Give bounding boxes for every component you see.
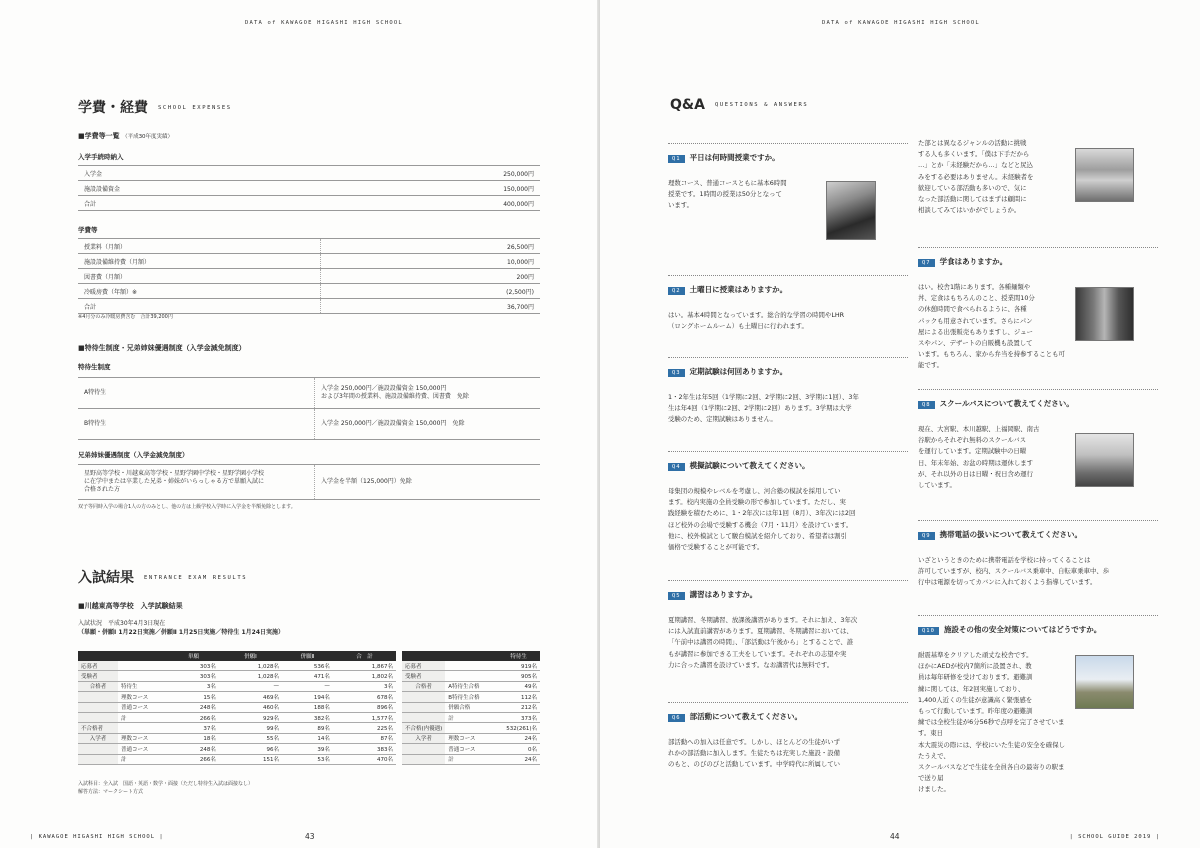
fees-note: ※4月分のみ冷暖房費含む 合計39,200円: [78, 314, 173, 320]
exam-cell: 49名: [497, 681, 540, 691]
exam-cell: [402, 692, 445, 702]
exam-cell: [445, 723, 497, 733]
exam-row: [402, 661, 540, 671]
exam-status: 入試状況 平成30年4月3日現在 （単願・併願Ⅰ 1月22日実施／併願Ⅱ 1月25日実施／特待生 1月24日実施）: [78, 620, 285, 636]
answer-text: 耐震基準をクリアした頑丈な校舎です。 ほかにAEDが校内7箇所に設置され、教 員は毎年研修を受けております。避難訓 練に関しては、年2回実施しており、 1,400人近くの生徒が意識高く緊張感を もって行動しています。昨年度の避難訓 練では全校生徒が6分56秒で点呼を完了させています。東日 本大震災の際には、学校にいた生徒の安全を確保したうえで、 スクールバスなどで生徒を全員各自の最寄りの駅まで送り届 けました。: [918, 651, 1065, 794]
question-number: Q9: [918, 532, 935, 540]
exam-cell: 929名: [219, 712, 282, 722]
answer-text: 夏期講習、冬期講習、放課後講習があります。それに加え、3年次 には入試直前講習があります。夏期講習、冬期講習においては、 「午前中は講習の時間」、「部活動は午後から」とすることで、誰 もが講習に参加できる工夫をしています。それぞれの志望や実 力に合った講習を設けています。なお講習代は無料です。: [668, 616, 858, 669]
exam-cell: 計: [445, 712, 497, 722]
exam-cell: 905名: [497, 671, 540, 681]
exam-cell: 188名: [282, 702, 333, 712]
fee-name: 合計: [78, 299, 321, 314]
fee-row: [78, 284, 540, 299]
exam-cell: 計: [118, 754, 168, 764]
fee-row: [78, 269, 540, 284]
answer-text: 理数コース、普通コースともに基本6時間 授業です。1時間の授業は50分となって います。: [668, 179, 787, 210]
page-number-left: 43: [305, 832, 315, 841]
footer-left: | KAWAGOE HIGASHI HIGH SCHOOL |: [30, 834, 164, 840]
exam-cell: [118, 661, 168, 671]
fee-name: 施設設備資金: [78, 181, 322, 196]
exam-row: [402, 723, 540, 733]
expenses-title: 学費・経費 SCHOOL EXPENSES: [78, 100, 232, 116]
exam-cell: 460名: [219, 702, 282, 712]
qa-title: Q&A QUESTIONS & ANSWERS: [670, 97, 809, 113]
benefit-row: [78, 378, 540, 409]
question: [668, 284, 787, 295]
exam-cell: 919名: [497, 661, 540, 671]
running-header-right: DATA of KAWAGOE HIGASHI HIGH SCHOOL: [822, 20, 980, 26]
exam-cell: 受験者: [78, 671, 118, 681]
fee-name: 合計: [78, 196, 322, 211]
exam-cell: [402, 744, 445, 754]
question-text: 部活動について教えてください。: [689, 712, 802, 721]
question: [668, 460, 809, 471]
exam-row: [78, 754, 396, 764]
qa-divider: [668, 357, 908, 358]
fee-name: 施設設備維持費（月額）: [78, 254, 321, 269]
exam-cell: B特待生合格: [445, 692, 497, 702]
exam-header-cell: 特待生: [497, 651, 540, 661]
exam-row: [78, 723, 396, 733]
fee-value: 200円: [321, 269, 541, 284]
exam-cell: 24名: [497, 733, 540, 743]
question-number: Q1: [668, 155, 685, 163]
exam-cell: 469名: [219, 692, 282, 702]
question-text: 平日は何時間授業ですか。: [689, 153, 780, 162]
fee-value: 250,000円: [322, 166, 540, 181]
exam-cell: —: [219, 681, 282, 691]
exam-header-cell: 併願Ⅰ: [219, 651, 282, 661]
exam-cell: 248名: [168, 744, 219, 754]
exam-cell: [402, 702, 445, 712]
exam-cell: 18名: [168, 733, 219, 743]
exam-cell: 受験者: [402, 671, 445, 681]
qa-divider: [918, 615, 1158, 616]
exam-cell: 1,028名: [219, 671, 282, 681]
footer-right: | SCHOOL GUIDE 2019 |: [1069, 834, 1160, 840]
question: [668, 366, 787, 377]
exam-cell: 53名: [282, 754, 333, 764]
tuition-fee-table: [78, 238, 540, 314]
exam-cell: 87名: [333, 733, 396, 743]
exam-row: [402, 681, 540, 691]
question: [668, 589, 757, 600]
fees-label: 学費等: [78, 226, 98, 234]
exam-cell: 89名: [282, 723, 333, 733]
exam-cell: [118, 723, 168, 733]
question-text: 定期試験は何回ありますか。: [689, 367, 788, 376]
exam-cell: 理数コース: [445, 733, 497, 743]
exam-cell: 39名: [282, 744, 333, 754]
fee-row: [78, 181, 540, 196]
question-number: Q10: [918, 627, 939, 635]
right-page: [600, 0, 1200, 848]
club-activity-photo: [1075, 148, 1134, 202]
exam-cell: 55名: [219, 733, 282, 743]
scholarship-table: [78, 377, 540, 440]
exam-cell: [402, 712, 445, 722]
exam-cell: A特待生合格: [445, 681, 497, 691]
exam-cell: 入学者: [78, 733, 118, 743]
exam-row: [402, 712, 540, 722]
question-number: Q6: [668, 714, 685, 722]
exam-header-row: [78, 651, 396, 661]
exam-row: [78, 712, 396, 722]
exam-cell: [78, 744, 118, 754]
answer-text: 1・2年生は年5回（1学期に2回、2学期に2回、3学期に1回）、3年 生は年4回（1学期に2回、2学期に2回）あります。3学期は大学 受験のため、定期試験はありません。: [668, 393, 859, 424]
exam-cell: 151名: [219, 754, 282, 764]
exam-cell: 3名: [168, 681, 219, 691]
exam-cell: 99名: [219, 723, 282, 733]
exam-cell: 303名: [168, 671, 219, 681]
exam-cell: 212名: [497, 702, 540, 712]
exam-header-cell: 単願: [168, 651, 219, 661]
exam-cell: 応募者: [402, 661, 445, 671]
answer-text: はい。基本4時間となっています。総合的な学習の時間やLHR （ロングホームルーム）も土曜日に行われます。: [668, 311, 845, 331]
exam-cell: 194名: [282, 692, 333, 702]
fee-value: 26,500円: [321, 239, 541, 254]
exam-results-table: [78, 651, 396, 765]
exam-cell: 計: [445, 754, 497, 764]
sibling-label: 兄弟姉妹優遇制度（入学金減免制度）: [78, 451, 189, 459]
page-number-right: 44: [890, 832, 900, 841]
question: [668, 711, 802, 722]
exam-cell: 理数コース: [118, 692, 168, 702]
school-bus-photo: [1075, 433, 1134, 487]
scholarship-label: 特待生制度: [78, 363, 111, 371]
exam-cell: 1,802名: [333, 671, 396, 681]
question-text: スクールバスについて教えてください。: [939, 399, 1074, 408]
exam-cell: 266名: [168, 712, 219, 722]
exam-cell: [78, 712, 118, 722]
fee-row: [78, 254, 540, 269]
answer-text: た部とは異なるジャンルの活動に挑戦 する人も多くいます。「僕は下手だから …」とか「未経験だから…」などと尻込 みをする必要はありません。未経験者を 歓迎している部活動も多いので、気に なった部活動に関してはまずは顧問に 相談してみてはいかがでしょうか。: [918, 139, 1034, 215]
fee-value: 400,000円: [322, 196, 540, 211]
exam-cell: 15名: [168, 692, 219, 702]
exam-row: [78, 671, 396, 681]
fee-row: [78, 166, 540, 181]
question-number: Q4: [668, 463, 685, 471]
exam-cell: 303名: [168, 661, 219, 671]
exam-header-cell: 合 計: [333, 651, 396, 661]
benefit-value: 入学金 250,000円／施設設備資金 150,000円 および3年間の授業料、施設設備維持費、図書費 免除: [315, 378, 541, 409]
exam-row: [78, 702, 396, 712]
exam-cell: 532(261)名: [497, 723, 540, 733]
exam-cell: 225名: [333, 723, 396, 733]
exam-header-row: [402, 651, 540, 661]
question-text: 携帯電話の扱いについて教えてください。: [939, 530, 1082, 539]
exam-row: [402, 754, 540, 764]
exam-header-cell: 併願Ⅱ: [282, 651, 333, 661]
qa-divider: [668, 275, 908, 276]
exam-cell: —: [282, 681, 333, 691]
benefit-row: [78, 409, 540, 440]
qa-divider: [918, 389, 1158, 390]
school-building-photo: [1075, 655, 1134, 709]
exam-cell: 応募者: [78, 661, 118, 671]
question-number: Q3: [668, 369, 685, 377]
exam-cell: [118, 671, 168, 681]
exam-cell: 普通コース: [118, 702, 168, 712]
question-text: 施設その他の安全対策についてはどうですか。: [943, 625, 1102, 634]
sibling-note: 双子等同時入学の場合1人の方のみとし、他の方は上級学校入学時に入学金を半額免除とします。: [78, 504, 296, 510]
exam-row: [78, 661, 396, 671]
exam-row: [78, 681, 396, 691]
exam-note-method: 解答方法：マークシート方式: [78, 789, 144, 795]
qa-divider: [668, 143, 908, 144]
answer-text: いざというときのために携帯電話を学校に持ってくることは 許可していますが、校内、スクールバス乗車中、自転車乗車中、歩 行中は電源を切ってカバンに入れておくよう指導しています。: [918, 556, 1110, 587]
question: [918, 398, 1074, 409]
sibling-table: [78, 464, 540, 500]
entrance-label: 入学手続時納入: [78, 153, 124, 161]
entrance-fee-table: [78, 165, 540, 211]
exam-row: [78, 692, 396, 702]
exam-cell: 382名: [282, 712, 333, 722]
benefit-name: A特待生: [78, 378, 315, 409]
exam-cell: 合格者: [402, 681, 445, 691]
question-number: Q7: [918, 259, 935, 267]
exam-title: 入試結果 ENTRANCE EXAM RESULTS: [78, 570, 248, 586]
exam-cell: 不合格者: [78, 723, 118, 733]
benefit-name: B特待生: [78, 409, 315, 440]
exam-cell: 1,028名: [219, 661, 282, 671]
question-text: 模擬試験について教えてください。: [689, 461, 810, 470]
exam-cell: 678名: [333, 692, 396, 702]
exam-cell: 0名: [497, 744, 540, 754]
question-number: Q8: [918, 401, 935, 409]
question-text: 土曜日に授業はありますか。: [689, 285, 788, 294]
question-text: 講習はありますか。: [689, 590, 758, 599]
exam-row: [402, 702, 540, 712]
scholar-results-table: [402, 651, 540, 765]
exam-cell: 896名: [333, 702, 396, 712]
exam-row: [402, 744, 540, 754]
exam-header-cell: [118, 651, 168, 661]
exam-cell: [445, 661, 497, 671]
exam-note-subjects: 入試科目：全入試 国語・英語・数学・面接（ただし特待生入試は面接なし）: [78, 781, 254, 787]
exam-row: [402, 671, 540, 681]
benefit-name: 星野高等学校・川越東高等学校・星野学園中学校・星野学園小学校 に在学中または卒業した兄弟・姉妹がいらっしゃる方で単願入試に 合格された方: [78, 465, 315, 500]
fee-value: (2,500円): [321, 284, 541, 299]
exam-cell: 112名: [497, 692, 540, 702]
exam-cell: 計: [118, 712, 168, 722]
exam-cell: 470名: [333, 754, 396, 764]
scholarship-heading: ■特待生制度・兄弟姉妹優遇制度（入学金減免制度）: [78, 344, 246, 352]
qa-divider: [668, 580, 908, 581]
answer-text: はい。校舎1階にあります。各種麺類や 丼、定食はもちろんのこと、授業間10分 の休憩時間で食べられるように、各種 パックも用意されています。さらにパン 屋による出張販売もありますし、ジュー スやパン、デザートの自販機も設置して います。もちろん、家から弁当を持参することも可能です。: [918, 283, 1065, 370]
fee-row: [78, 239, 540, 254]
exam-cell: 不合格(内優遇): [402, 723, 445, 733]
fee-name: 授業料（月額）: [78, 239, 321, 254]
qa-divider: [918, 247, 1158, 248]
exam-cell: 471名: [282, 671, 333, 681]
question-text: 学食はありますか。: [939, 257, 1008, 266]
benefit-value: 入学金を半額（125,000円）免除: [315, 465, 541, 500]
answer-text: 母集団の規模やレベルを考慮し、河合塾の模試を採用してい ます。校内実施の全員受験の形で参加しています。ただし、実 践経験を積むために、1・2年次には年1回（8月）、3年次には2回 ほど校外の会場で受験する機会（7月・11月）を設けています。 他に、校外模試として駿台模試を紹介しており、希望者は割引 価格で受験することが可能です。: [668, 487, 856, 552]
exam-cell: 536名: [282, 661, 333, 671]
exam-cell: 14名: [282, 733, 333, 743]
answer-text: 現在、大宮駅、本川越駅、上福岡駅、南古 谷駅からそれぞれ無料のスクールバス を運行しています。定期試験中の日曜 日、年末年始、お盆の時期は運休します が、それ以外の日は日曜・祝日含め運行 しています。: [918, 425, 1040, 490]
fee-value: 10,000円: [321, 254, 541, 269]
exam-cell: [402, 754, 445, 764]
exam-row: [402, 733, 540, 743]
exam-cell: 266名: [168, 754, 219, 764]
question: [918, 529, 1082, 540]
benefit-value: 入学金 250,000円／施設設備資金 150,000円 免除: [315, 409, 541, 440]
fee-name: 冷暖房費（年額）※: [78, 284, 321, 299]
fee-row: [78, 196, 540, 211]
exam-cell: [78, 692, 118, 702]
question-number: Q5: [668, 592, 685, 600]
answer-text: 部活動への加入は任意です。しかし、ほとんどの生徒がいず れかの部活動に加入します。生徒たちは充実した施設・設備 のもと、のびのびと活動しています。中学時代に所属してい: [668, 738, 841, 769]
benefit-row: [78, 465, 540, 500]
exam-cell: 248名: [168, 702, 219, 712]
exam-cell: 特待生: [118, 681, 168, 691]
fee-row: [78, 299, 540, 314]
classroom-photo: [826, 181, 876, 240]
fee-name: 入学金: [78, 166, 322, 181]
exam-cell: 普通コース: [445, 744, 497, 754]
exam-cell: 96名: [219, 744, 282, 754]
qa-divider: [918, 520, 1158, 521]
question: [668, 152, 780, 163]
exam-cell: 24名: [497, 754, 540, 764]
exam-cell: 理数コース: [118, 733, 168, 743]
exam-cell: 併願合格: [445, 702, 497, 712]
exam-header-cell: [445, 651, 497, 661]
exam-row: [402, 692, 540, 702]
fee-value: 36,700円: [321, 299, 541, 314]
fee-list-heading: ■学費等一覧 （平成30年度実績）: [78, 132, 174, 140]
exam-cell: 1,867名: [333, 661, 396, 671]
qa-divider: [668, 702, 908, 703]
exam-cell: 37名: [168, 723, 219, 733]
fee-value: 150,000円: [322, 181, 540, 196]
exam-cell: 普通コース: [118, 744, 168, 754]
question-number: Q2: [668, 287, 685, 295]
exam-cell: [445, 671, 497, 681]
exam-cell: 合格者: [78, 681, 118, 691]
fee-name: 図書費（月額）: [78, 269, 321, 284]
exam-cell: 383名: [333, 744, 396, 754]
exam-cell: [78, 754, 118, 764]
exam-cell: 1,577名: [333, 712, 396, 722]
exam-heading: ■川越東高等学校 入学試験結果: [78, 602, 183, 610]
running-header: DATA of KAWAGOE HIGASHI HIGH SCHOOL: [245, 20, 403, 26]
question: [918, 256, 1007, 267]
question: [918, 624, 1101, 635]
exam-header-cell: [78, 651, 118, 661]
vending-machine-photo: [1075, 287, 1134, 341]
exam-cell: [78, 702, 118, 712]
exam-cell: 入学者: [402, 733, 445, 743]
exam-header-cell: [402, 651, 445, 661]
exam-row: [78, 744, 396, 754]
exam-cell: 3名: [333, 681, 396, 691]
exam-cell: 373名: [497, 712, 540, 722]
qa-divider: [668, 451, 908, 452]
exam-row: [78, 733, 396, 743]
